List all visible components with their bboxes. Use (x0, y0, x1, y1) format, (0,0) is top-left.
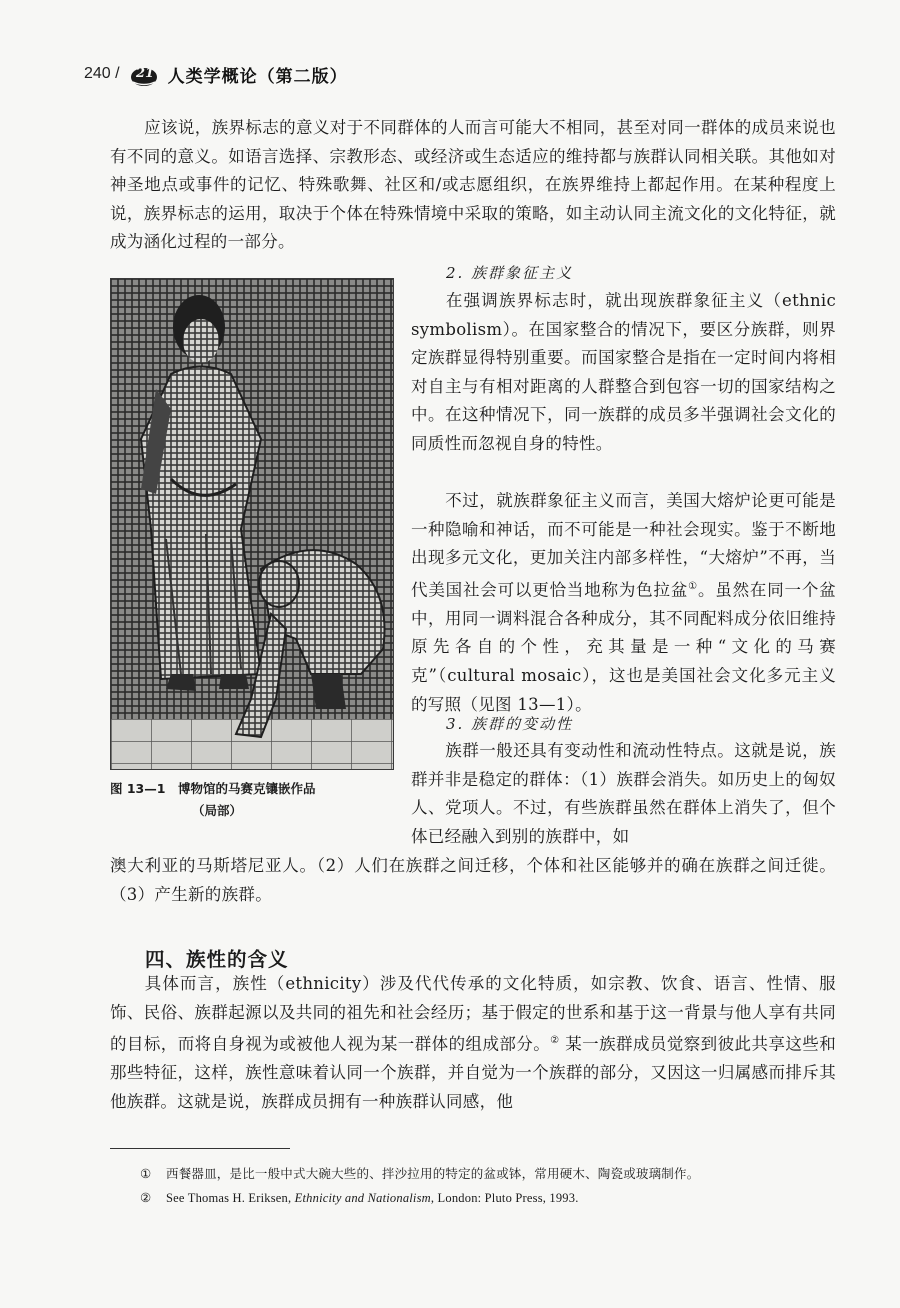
page-header (84, 58, 348, 90)
figure-caption-line1: 图 13—1 博物馆的马赛克镶嵌作品 (110, 781, 316, 796)
paragraph-ethnicity-meaning: 具体而言，族性（ethnicity）涉及代代传承的文化特质，如宗教、饮食、语言、性情、服饰、民俗、族群起源以及共同的祖先和社会经历；基于假定的世系和基于这一背景与他人享有共同的目标，而将自身视为或被他人视为某一群体的组成部分。② 某一族群成员觉察到彼此共享这些和那些特征，这样，族性意味着认同一个族群，并自觉为一个族群的部分，又因这一归属感而排斥其他族群。这就是说，族群成员拥有一种族群认同感，他 (110, 974, 836, 1111)
paragraph-ethnic-mobility-cont: 澳大利亚的马斯塔尼亚人。（2）人们在族群之间迁移，个体和社区能够并的确在族群之间迁徙。（3）产生新的族群。 (110, 856, 836, 904)
footnote-divider (110, 1148, 290, 1149)
section-title: 四、族性的含义 (145, 948, 289, 971)
page-number: 240 / (84, 65, 120, 82)
series-logo-icon (130, 60, 158, 88)
figure-caption (110, 778, 392, 822)
footnote-2: ② See Thomas H. Eriksen, Ethnicity and Nationalism, London: Pluto Press, 1993. (140, 1187, 579, 1209)
footnote-ref-1[interactable]: ① (688, 580, 698, 592)
book-title: 人类学概论（第二版） (167, 66, 348, 87)
footnote-1 (140, 1163, 699, 1185)
paragraph-ethnic-symbolism: 在强调族界标志时，就出现族群象征主义（ethnic symbolism）。在国家整合的情况下，要区分族群，则界定族群显得特别重要。而国家整合是指在一定时间内将相对自主与有相对距离的人群整合到包容一切的国家结构之中。在这种情况下，同一族群的成员多半强调社会文化的同质性而忽视自身的特性。 (411, 291, 836, 453)
paragraph-boundary-markers: 应该说，族界标志的意义对于不同群体的人而言可能大不相同，甚至对同一群体的成员来说也有不同的意义。如语言选择、宗教形态、或经济或生态适应的维持都与族群认同相关联。其他如对神圣地点或事件的记忆、特殊歌舞、社区和/或志愿组织，在族界维持上都起作用。在某种程度上说，族界标志的运用，取决于个体在特殊情境中采取的策略，如主动认同主流文化的文化特征，就成为涵化过程的一部分。 (110, 118, 836, 252)
cited-book-title: Ethnicity and Nationalism (294, 1191, 431, 1205)
mosaic-figure-image (110, 278, 394, 770)
figure-caption-line2: （局部） (192, 803, 243, 818)
subheading-ethnic-symbolism: 2. 族群象征主义 (446, 264, 574, 282)
footnote-1-text: 西餐器皿，是比一般中式大碗大些的、拌沙拉用的特定的盆或钵，常用硬木、陶瓷或玻璃制作。 (166, 1166, 700, 1181)
svg-text:21: 21 (135, 66, 154, 81)
paragraph-ethnic-mobility: 族群一般还具有变动性和流动性特点。这就是说，族群并非是稳定的群体：（1）族群会消失。如历史上的匈奴人、党项人。不过，有些族群虽然在群体上消失了，但个体已经融入到别的族群中，如 (411, 741, 836, 846)
paragraph-melting-pot: 不过，就族群象征主义而言，美国大熔炉论更可能是一种隐喻和神话，而不可能是一种社会现实。鉴于不断地出现多元文化，更加关注内部多样性，“大熔炉”不再，当代美国社会可以更恰当地称为色拉盆①。虽然在同一个盆中，用同一调料混合各种成分，其不同配料成分依旧维持原先各自的个性，充其量是一种“文化的马赛克”（cultural mosaic），这也是美国社会文化多元主义的写照（见图 13—1）。 (411, 491, 837, 714)
footnote-ref-2[interactable]: ② (550, 1035, 560, 1047)
footnote-1-mark: ① (140, 1166, 152, 1181)
subheading-ethnic-mobility: 3. 族群的变动性 (446, 715, 574, 733)
footnote-2-mark: ② (140, 1191, 152, 1205)
